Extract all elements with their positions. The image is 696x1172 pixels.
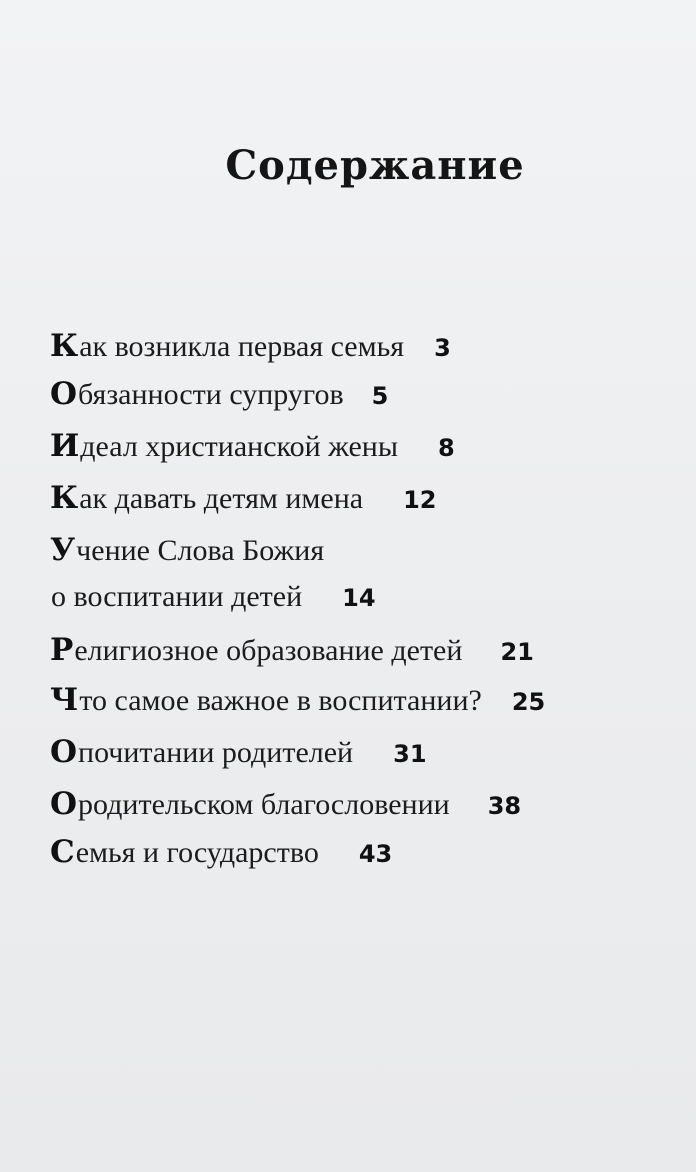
toc-entry-initial: Ч — [50, 682, 79, 718]
toc-entry — [50, 376, 388, 420]
toc-entry-page: 38 — [487, 792, 522, 820]
toc-entry-initial: И — [50, 428, 80, 464]
toc-entry — [50, 786, 521, 830]
toc-entry — [50, 428, 455, 472]
toc-entry — [50, 734, 427, 778]
toc-entry-initial: Р — [50, 632, 74, 668]
toc-entry-title: деал христианской жены — [80, 430, 398, 463]
toc-entry-title: почитании родителей — [78, 736, 354, 769]
toc-entry-title: елигиозное образование детей — [74, 634, 463, 667]
toc-entry-title: о воспитании детей — [51, 580, 303, 613]
toc-entry-title: бязанности супругов — [78, 378, 344, 411]
toc-entry-initial: О — [50, 786, 78, 822]
toc-entry-initial: С — [50, 834, 75, 870]
toc-entry-title: емья и государство — [75, 836, 319, 869]
toc-entry — [50, 532, 358, 576]
toc-entry-title: ак давать детям имена — [79, 482, 364, 515]
toc-entry-page: 3 — [434, 334, 451, 362]
toc-entry-initial: О — [50, 734, 78, 770]
toc-entry-page: 25 — [511, 688, 546, 716]
toc-entry-page: 31 — [393, 740, 427, 768]
toc-entry-initial: О — [50, 376, 78, 412]
toc-entry — [50, 480, 436, 524]
toc-entry — [50, 682, 545, 726]
toc-entry-page: 21 — [500, 638, 534, 666]
toc-entry-title: ак возникла первая семья — [79, 330, 405, 363]
toc-entry-title: родительском благословении — [78, 788, 450, 821]
toc-entry — [50, 580, 376, 624]
toc-entry-page: 14 — [342, 584, 376, 612]
toc-entry — [50, 328, 451, 372]
toc-entry-initial: У — [50, 532, 76, 568]
toc-entry-initial: К — [50, 328, 79, 364]
toc-entry-page: 12 — [403, 486, 437, 514]
toc-entry-page: 43 — [358, 840, 393, 868]
toc-entry-title: чение Слова Божия — [76, 534, 325, 567]
toc-entry-page: 5 — [371, 382, 389, 410]
toc-entry — [50, 632, 534, 676]
toc-entry — [50, 834, 392, 878]
toc-title: Содержание — [225, 142, 525, 189]
toc-entry-initial: К — [50, 480, 79, 516]
toc-entry-page: 8 — [437, 434, 455, 462]
toc-entry-title: то самое важное в воспитании? — [79, 684, 482, 717]
